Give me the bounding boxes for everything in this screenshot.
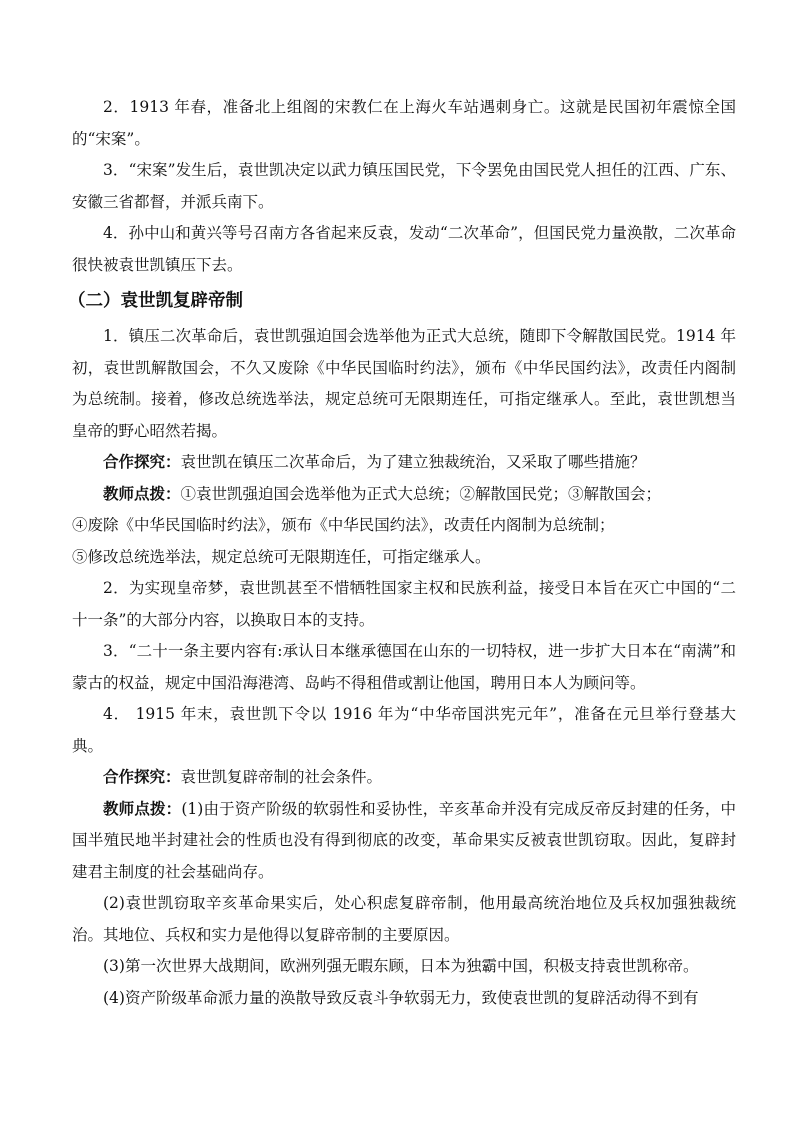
paragraph-dictatorship-steps: 1．镇压二次革命后，袁世凯强迫国会选举他为正式大总统，随即下令解散国民党。1914 年初，袁世凯解散国会，不久又废除《中华民国临时约法》，颁布《中华民国约法》，改责任内阁制为总统制。接着，修改总统选举法，规定总统可无限期连任，可指定继承人。至此，袁世凯想当皇帝的野心昭然若揭。: [72, 327, 736, 440]
paragraph-second-revolution: 4．孙中山和黄兴等号召南方各省起来反袁，发动“二次革命”，但国民党力量涣散，二次革命很快被袁世凯镇压下去。: [72, 224, 736, 274]
teacher-note-label: 教师点拨：: [103, 484, 181, 503]
teacher-note-line-3: ⑤修改总统选举法，规定总统可无限期连任，可指定继承人。: [72, 547, 491, 566]
document-page: [68, 92, 736, 1014]
paragraph-song-case: 2．1913 年春，准备北上组阁的宋教仁在上海火车站遇刺身亡。这就是民国初年震惊全国的“宋案”。: [72, 98, 736, 148]
teacher-note-line-2: ④废除《中华民国临时约法》，颁布《中华民国约法》，改责任内阁制为总统制；: [72, 516, 615, 534]
teacher-note-point-1: (1)由于资产阶级的软弱性和妥协性，辛亥革命并没有完成反帝反封建的任务，中国半殖民地半封建社会的性质也没有得到彻底的改变，革命果实反被袁世凯窃取。因此，复辟封建君主制度的社会基础尚存。: [72, 799, 736, 881]
paragraph-demands-content: 3．“二十一条主要内容有:承认日本继承德国在山东的一切特权，进一步扩大日本在“南满”和蒙古的权益，规定中国沿海港湾、岛屿不得租借或割让他国，聘用日本人为顾问等。: [72, 642, 736, 692]
cooperative-inquiry-1: [72, 447, 736, 479]
paragraph-suppress-kmt: 3．“宋案”发生后，袁世凯决定以武力镇压国民党，下令罢免由国民党人担任的江西、广东、安徽三省都督，并派兵南下。: [72, 161, 736, 211]
teacher-note-line-1: ①袁世凯强迫国会选举他为正式大总统；②解散国民党；③解散国会；: [180, 484, 662, 503]
teacher-note-point-4: (4)资产阶级革命派力量的涣散导致反袁斗争软弱无力，致使袁世凯的复辟活动得不到有: [103, 988, 699, 1007]
teacher-note-point-3: (3)第一次世界大战期间，欧洲列强无暇东顾，日本为独霸中国，积极支持袁世凯称帝。: [103, 957, 699, 975]
teacher-note-point-2: (2)袁世凯窃取辛亥革命果实后，处心积虑复辟帝制，他用最高统治地位及兵权加强独裁统治。其地位、兵权和实力是他得以复辟帝制的主要原因。: [72, 894, 736, 944]
inquiry-question: 袁世凯复辟帝制的社会条件。: [180, 768, 383, 786]
teacher-note-label: 教师点拨：: [103, 799, 182, 818]
paragraph-twenty-one-demands: 2．为实现皇帝梦，袁世凯甚至不惜牺牲国家主权和民族利益，接受日本旨在灭亡中国的“二十一条”的大部分内容，以换取日本的支持。: [72, 579, 736, 629]
inquiry-question: 袁世凯在镇压二次革命后，为了建立独裁统治，又采取了哪些措施？: [180, 453, 646, 471]
section-heading-yuan-restoration: （二）袁世凯复辟帝制: [68, 291, 243, 311]
teacher-note-1: [72, 479, 736, 511]
inquiry-label: 合作探究：: [103, 768, 181, 786]
paragraph-hongxian-era: 4． 1915 年末，袁世凯下令以 1916 年为“中华帝国洪宪元年”，准备在元旦举行登基大典。: [72, 705, 736, 755]
cooperative-inquiry-2: [72, 762, 736, 794]
teacher-note-2: [72, 794, 736, 889]
inquiry-label: 合作探究：: [103, 453, 181, 471]
